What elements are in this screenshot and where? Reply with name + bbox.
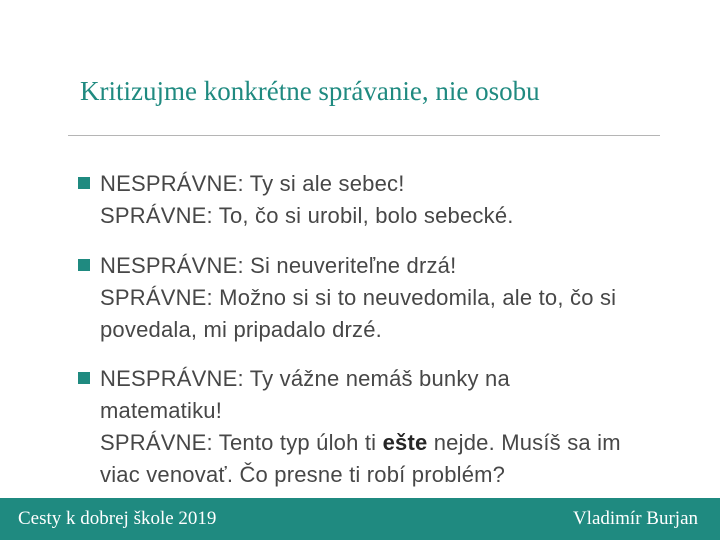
slide-title: Kritizujme konkrétne správanie, nie osobu	[80, 76, 540, 106]
bullet-text	[100, 363, 700, 491]
bullet-line: povedala, mi pripadalo drzé.	[100, 317, 382, 342]
bullet-text	[100, 250, 700, 346]
square-bullet-icon	[78, 259, 90, 271]
bullet-text	[100, 168, 700, 232]
title-divider	[68, 135, 660, 136]
bullet-line: SPRÁVNE: Možno si si to neuvedomila, ale to, čo si	[100, 285, 617, 310]
footer-event-name: Cesty k dobrej škole 2019	[18, 508, 217, 529]
square-bullet-icon	[78, 372, 90, 384]
footer-author: Vladimír Burjan	[572, 508, 698, 529]
footer-bar	[0, 498, 720, 540]
bullet-line-start: SPRÁVNE: Tento typ úloh ti	[100, 430, 383, 455]
bullet-line: viac venovať. Čo presne ti robí problém?	[100, 462, 506, 487]
square-bullet-icon	[78, 177, 90, 189]
bullet-line: SPRÁVNE: To, čo si urobil, bolo sebecké.	[100, 203, 514, 228]
bullet-line: NESPRÁVNE: Si neuveriteľne drzá!	[100, 253, 457, 278]
bullet-line	[100, 427, 700, 459]
bullet-line: NESPRÁVNE: Ty si ale sebec!	[100, 171, 405, 196]
bullet-line-end: nejde. Musíš sa im	[427, 430, 621, 455]
emphasized-word: ešte	[382, 430, 428, 455]
bullet-line: NESPRÁVNE: Ty vážne nemáš bunky na	[100, 366, 510, 391]
bullet-line: matematiku!	[100, 398, 223, 423]
